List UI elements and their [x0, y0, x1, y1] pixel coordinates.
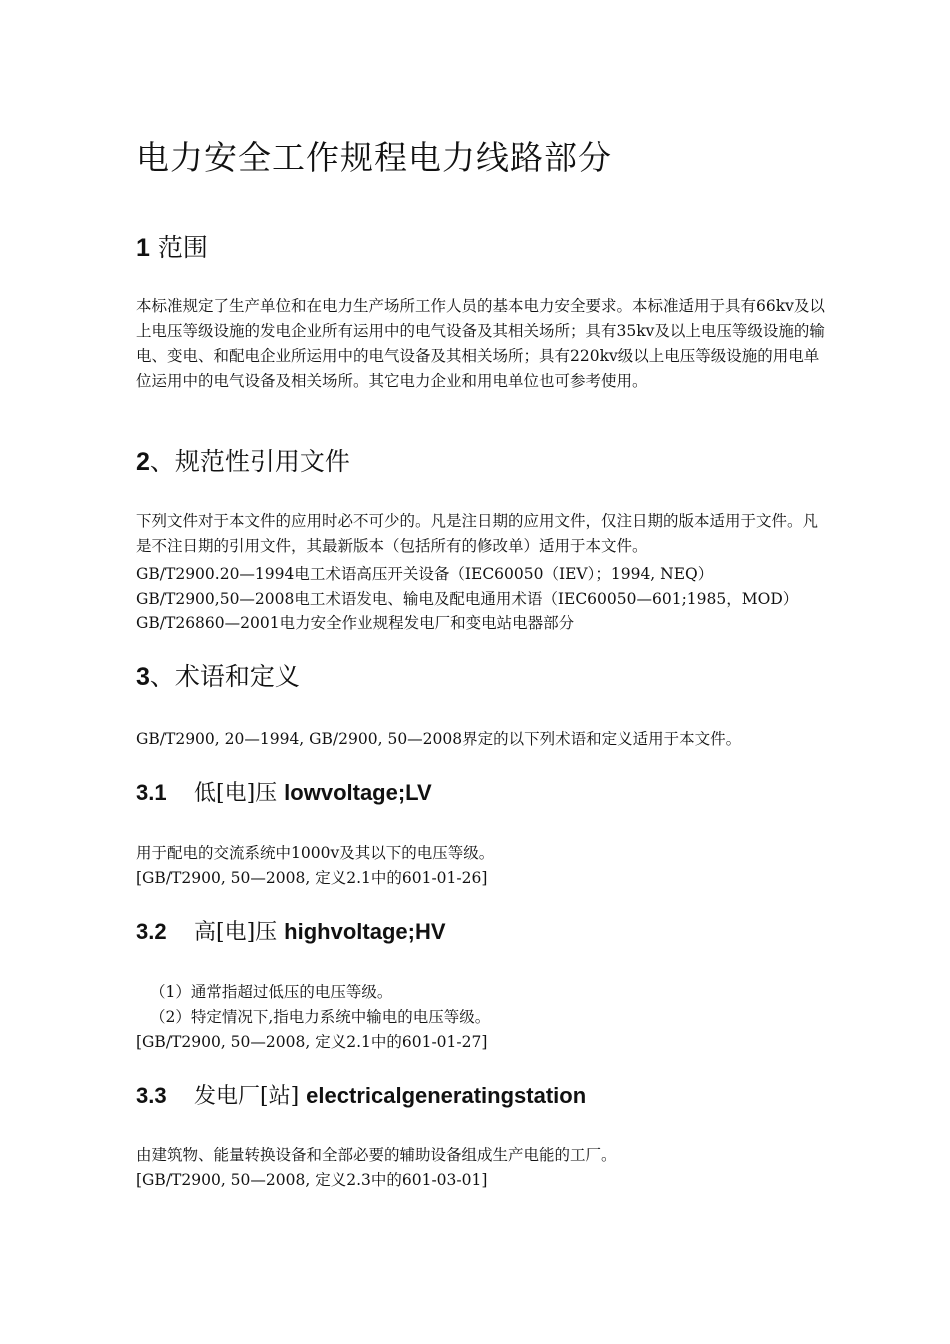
section-number: 1 [136, 234, 150, 262]
section-number: 3 [136, 663, 150, 691]
term-en: lowvoltage;LV [284, 780, 432, 805]
reference-item: GB/T2900,50—2008电工术语发电、输电及配电通用术语（IEC60050—601;1985，MOD） [136, 590, 799, 608]
reference-item: GB/T2900.20—1994电工术语高压开关设备（IEC60050（IEV）；1994, NEQ） [136, 565, 714, 583]
definition-line: 由建筑物、能量转换设备和全部必要的辅助设备组成生产电能的工厂。 [136, 1146, 617, 1164]
section-1-heading [136, 228, 208, 264]
reference-item: GB/T26860—2001电力安全作业规程发电厂和变电站电器部分 [136, 614, 575, 632]
section-1-body: 本标准规定了生产单位和在电力生产场所工作人员的基本电力安全要求。本标准适用于具有66kv及以上电压等级设施的发电企业所有运用中的电气设备及其相关场所；具有35kv及以上电压等级设施的输电、变电、和配电企业所运用中的电气设备及其相关场所；具有220kv级以上电压等级设施的用电单位运用中的电气设备及相关场所。其它电力企业和用电单位也可参考使用。 [136, 297, 825, 390]
section-3-heading [136, 657, 300, 693]
subsection-3-2-heading [136, 915, 446, 946]
definition-ref: [GB/T2900, 50—2008, 定义2.3中的601-03-01] [136, 1171, 488, 1189]
term-en: highvoltage;HV [284, 919, 446, 944]
subsection-number: 3.2 [136, 919, 167, 944]
term-zh: 高[电]压 [194, 920, 278, 945]
term-en: electricalgeneratingstation [306, 1083, 587, 1108]
section-title: 、术语和定义 [149, 662, 300, 691]
section-3-body: GB/T2900, 20—1994, GB/2900, 50—2008界定的以下列术语和定义适用于本文件。 [136, 730, 742, 748]
subsection-number: 3.3 [136, 1083, 167, 1108]
definition-ref: [GB/T2900, 50—2008, 定义2.1中的601-01-26] [136, 869, 488, 887]
subsection-3-3-heading [136, 1079, 586, 1110]
document-title: 电力安全工作规程电力线路部分 [136, 138, 612, 177]
subsection-number: 3.1 [136, 780, 167, 805]
section-title: 范围 [157, 233, 208, 262]
definition-line: 用于配电的交流系统中1000v及其以下的电压等级。 [136, 844, 495, 862]
section-number: 2 [136, 448, 150, 476]
subsection-3-1-heading [136, 776, 432, 807]
section-2-heading [136, 442, 350, 478]
definition-item: （1）通常指超过低压的电压等级。 [150, 983, 393, 1001]
section-title: 、规范性引用文件 [149, 447, 350, 476]
term-zh: 发电厂[站] [194, 1084, 300, 1109]
term-zh: 低[电]压 [194, 781, 278, 806]
section-2-body: 下列文件对于本文件的应用时必不可少的。凡是注日期的应用文件，仅注日期的版本适用于文件。凡是不注日期的引用文件，其最新版本（包括所有的修改单）适用于本文件。 [136, 512, 819, 555]
definition-ref: [GB/T2900, 50—2008, 定义2.1中的601-01-27] [136, 1033, 488, 1051]
definition-item: （2）特定情况下,指电力系统中输电的电压等级。 [150, 1008, 491, 1026]
